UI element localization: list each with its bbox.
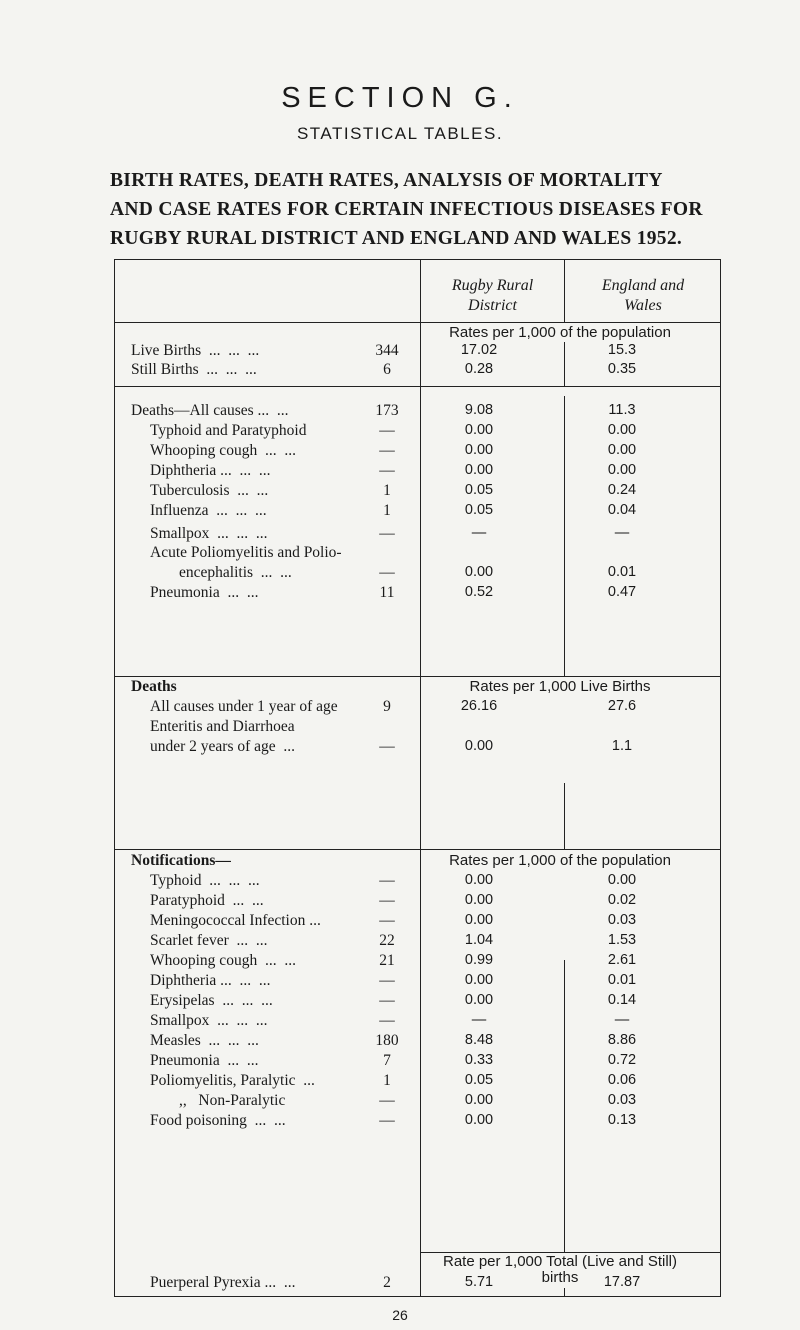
table-row — [115, 972, 722, 992]
row-label: Typhoid ... ... ... — [150, 872, 260, 889]
row-rugby-rate: 0.00 — [464, 442, 494, 458]
row-rugby-rate: — — [471, 525, 487, 541]
row-england-rate: — — [614, 1012, 630, 1028]
row-count: 1 — [383, 482, 391, 499]
table-row — [115, 1092, 722, 1112]
row-label: Still Births ... ... ... — [131, 361, 257, 378]
row-label: Food poisoning ... ... — [150, 1112, 286, 1129]
table-row — [115, 402, 722, 422]
row-rugby-rate: 0.00 — [464, 1092, 494, 1108]
row-count: — — [379, 442, 395, 459]
row-count: — — [379, 1092, 395, 1109]
row-england-rate: 15.3 — [607, 342, 637, 358]
row-rugby-rate: 0.00 — [464, 422, 494, 438]
row-england-rate: 0.00 — [607, 422, 637, 438]
row-count: — — [379, 564, 395, 581]
row-label: Tuberculosis ... ... — [150, 482, 269, 499]
statistics-table — [114, 259, 721, 1297]
row-rugby-rate: 0.00 — [464, 872, 494, 888]
row-rugby-rate: 0.00 — [464, 972, 494, 988]
row-count: — — [379, 892, 395, 909]
row-rugby-rate: 0.05 — [464, 1072, 494, 1088]
row-count: — — [379, 992, 395, 1009]
row-count: 21 — [379, 952, 395, 969]
rate-note-puerperal-line: births — [541, 1269, 579, 1286]
table-row — [115, 718, 722, 738]
row-count: 9 — [383, 698, 391, 715]
row-count: 1 — [383, 1072, 391, 1089]
table-row — [115, 584, 722, 604]
row-england-rate: 0.02 — [607, 892, 637, 908]
section-title: SECTION G. — [281, 82, 519, 114]
row-count: 22 — [379, 932, 395, 949]
table-row — [115, 1032, 722, 1052]
row-england-rate: 0.06 — [607, 1072, 637, 1088]
table-row — [115, 544, 722, 564]
table-row — [115, 852, 722, 872]
row-england-rate: 8.86 — [607, 1032, 637, 1048]
row-rugby-rate: 0.00 — [464, 1112, 494, 1128]
row-label: Pneumonia ... ... — [150, 1052, 259, 1069]
table-row — [115, 1112, 722, 1132]
table-row — [115, 992, 722, 1012]
row-england-rate: 27.6 — [607, 698, 637, 714]
header-england — [565, 276, 721, 316]
rate-note-population: Rates per 1,000 of the population — [449, 324, 671, 341]
table-row — [115, 952, 722, 972]
row-label: Notifications— — [131, 852, 231, 869]
row-england-rate: 0.35 — [607, 361, 637, 377]
table-row — [115, 342, 722, 362]
main-title-line: AND CASE RATES FOR CERTAIN INFECTIOUS DISEASES FOR — [110, 199, 703, 220]
row-label: Acute Poliomyelitis and Polio- — [150, 544, 342, 561]
row-rugby-rate: 0.00 — [464, 462, 494, 478]
row-label: Diphtheria ... ... ... — [150, 462, 271, 479]
row-england-rate: 11.3 — [608, 402, 636, 418]
subtitle: STATISTICAL TABLES. — [296, 124, 504, 143]
row-label: Whooping cough ... ... — [150, 442, 296, 459]
row-rugby-rate: 0.99 — [464, 952, 494, 968]
row-count: 11 — [379, 584, 395, 601]
row-count: 7 — [383, 1052, 391, 1069]
row-england-rate: 0.24 — [607, 482, 637, 498]
row-england-rate: 0.01 — [607, 972, 637, 988]
row-count: — — [379, 912, 395, 929]
table-row — [115, 462, 722, 482]
table-row — [115, 361, 722, 381]
row-rugby-rate: — — [471, 1012, 487, 1028]
row-count: 2 — [383, 1274, 391, 1291]
row-rugby-rate: 0.00 — [464, 912, 494, 928]
row-england-rate: 0.13 — [607, 1112, 637, 1128]
main-title-line: RUGBY RURAL DISTRICT AND ENGLAND AND WALES 1952. — [110, 228, 683, 249]
row-label: ,, Non-Paralytic — [179, 1092, 286, 1109]
row-count: — — [379, 462, 395, 479]
table-row — [115, 678, 722, 698]
row-rugby-rate: 0.05 — [464, 482, 494, 498]
row-divider — [115, 676, 721, 677]
row-england-rate: 17.87 — [603, 1274, 641, 1290]
row-count: 180 — [375, 1032, 399, 1049]
row-rugby-rate: 0.52 — [464, 584, 494, 600]
table-row — [115, 932, 722, 952]
row-label: Smallpox ... ... ... — [150, 525, 268, 542]
table-row — [115, 564, 722, 584]
page-number: 26 — [392, 1307, 408, 1323]
row-england-rate: 0.14 — [607, 992, 637, 1008]
row-england-rate: 0.47 — [607, 584, 637, 600]
row-count: — — [379, 872, 395, 889]
row-england-rate: 1.53 — [607, 932, 637, 948]
row-england-rate: 0.00 — [607, 872, 637, 888]
row-rugby-rate: 17.02 — [460, 342, 498, 358]
row-label: Enteritis and Diarrhoea — [150, 718, 295, 735]
row-rugby-rate: 9.08 — [464, 402, 494, 418]
row-rugby-rate: 5.71 — [464, 1274, 494, 1290]
rate-note-puerperal-line: Rate per 1,000 Total (Live and Still) — [442, 1253, 678, 1270]
row-label: Scarlet fever ... ... — [150, 932, 268, 949]
row-label: Diphtheria ... ... ... — [150, 972, 271, 989]
row-label: Puerperal Pyrexia ... ... — [150, 1274, 296, 1291]
rate-note-notifications: Rates per 1,000 of the population — [449, 852, 671, 869]
row-label: Paratyphoid ... ... — [150, 892, 264, 909]
row-england-rate: — — [614, 525, 630, 541]
row-rugby-rate: 1.04 — [464, 932, 494, 948]
row-england-rate: 0.03 — [607, 1092, 637, 1108]
row-count: — — [379, 972, 395, 989]
row-england-rate: 0.72 — [607, 1052, 637, 1068]
table-row — [115, 442, 722, 462]
row-divider — [115, 322, 721, 323]
row-label: Deaths—All causes ... ... — [131, 402, 289, 419]
row-count: — — [379, 525, 395, 542]
row-rugby-rate: 0.00 — [464, 738, 494, 754]
table-row — [115, 872, 722, 892]
row-count: 173 — [375, 402, 399, 419]
row-count: — — [379, 422, 395, 439]
row-england-rate: 1.1 — [611, 738, 633, 754]
table-row — [115, 912, 722, 932]
header-england-line: Wales — [624, 297, 662, 314]
table-row — [115, 1052, 722, 1072]
row-count: 344 — [375, 342, 399, 359]
header-rugby-line: Rugby Rural — [451, 277, 534, 294]
row-divider — [115, 849, 721, 850]
table-row — [115, 525, 722, 545]
header-england-line: England and — [601, 277, 685, 294]
header-rugby-line: District — [468, 297, 517, 314]
row-label: Measles ... ... ... — [150, 1032, 259, 1049]
table-row — [115, 422, 722, 442]
row-england-rate: 0.04 — [607, 502, 637, 518]
row-label: Smallpox ... ... ... — [150, 1012, 268, 1029]
row-label: Whooping cough ... ... — [150, 952, 296, 969]
row-divider — [115, 386, 721, 387]
column-divider — [564, 783, 565, 849]
row-label: Deaths — [131, 678, 177, 695]
table-row — [115, 892, 722, 912]
table-row — [115, 1072, 722, 1092]
main-title-line: BIRTH RATES, DEATH RATES, ANALYSIS OF MORTALITY — [110, 170, 663, 191]
row-label: Meningococcal Infection ... — [150, 912, 321, 929]
row-count: 1 — [383, 502, 391, 519]
row-rugby-rate: 26.16 — [460, 698, 498, 714]
row-label: encephalitis ... ... — [179, 564, 292, 581]
row-rugby-rate: 0.33 — [464, 1052, 494, 1068]
table-row — [115, 482, 722, 502]
row-label: Live Births ... ... ... — [131, 342, 260, 359]
table-row — [115, 502, 722, 522]
main-title — [110, 166, 750, 253]
header-rugby — [421, 276, 564, 316]
row-england-rate: 0.03 — [607, 912, 637, 928]
row-count: — — [379, 738, 395, 755]
row-label: Erysipelas ... ... ... — [150, 992, 273, 1009]
row-rugby-rate: 0.00 — [464, 892, 494, 908]
row-rugby-rate: 0.00 — [464, 992, 494, 1008]
table-row — [115, 1274, 722, 1294]
row-rugby-rate: 0.05 — [464, 502, 494, 518]
row-label: under 2 years of age ... — [150, 738, 296, 755]
table-row — [115, 698, 722, 718]
rate-note-live-births: Rates per 1,000 Live Births — [469, 678, 651, 695]
row-england-rate: 2.61 — [607, 952, 637, 968]
row-count: — — [379, 1012, 395, 1029]
table-row — [115, 1012, 722, 1032]
row-rugby-rate: 8.48 — [464, 1032, 494, 1048]
row-england-rate: 0.01 — [607, 564, 637, 580]
row-count: 6 — [383, 361, 391, 378]
row-count: — — [379, 1112, 395, 1129]
row-england-rate: 0.00 — [607, 462, 637, 478]
row-label: Typhoid and Paratyphoid — [150, 422, 307, 439]
row-rugby-rate: 0.00 — [464, 564, 494, 580]
row-label: Pneumonia ... ... — [150, 584, 259, 601]
table-row — [115, 738, 722, 758]
row-label: All causes under 1 year of age — [150, 698, 338, 715]
row-rugby-rate: 0.28 — [464, 361, 494, 377]
row-england-rate: 0.00 — [607, 442, 637, 458]
row-label: Poliomyelitis, Paralytic ... — [150, 1072, 315, 1089]
row-label: Influenza ... ... ... — [150, 502, 267, 519]
